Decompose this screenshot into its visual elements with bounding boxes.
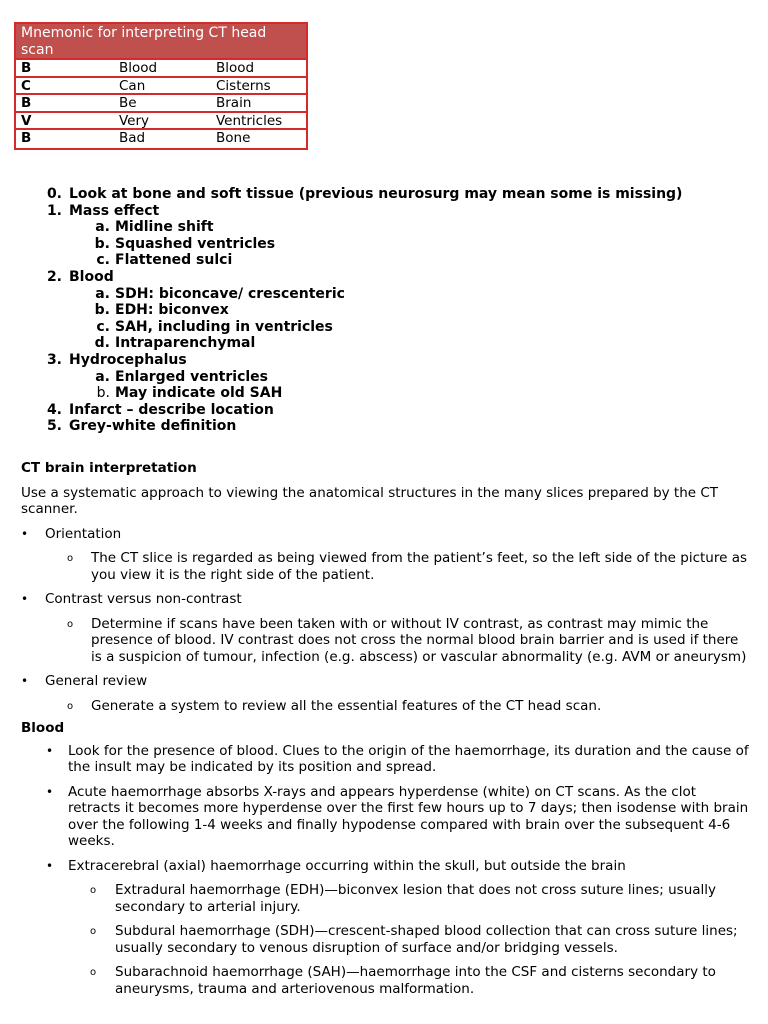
item-number: 2.: [46, 268, 62, 285]
item-text: Blood: [69, 268, 114, 285]
ct-checklist: [0, 186, 768, 435]
bullet-text: Orientation: [45, 525, 122, 542]
bullet-item: [21, 784, 751, 850]
bullet-item: [21, 858, 751, 875]
bullet-item: [21, 673, 751, 690]
sub-bullet-item: [21, 616, 751, 666]
bullet-icon: •: [21, 592, 29, 606]
item-text: Squashed ventricles: [115, 235, 276, 252]
item-number: c.: [96, 318, 110, 335]
checklist-subitem: [0, 252, 768, 269]
bullet-item: [21, 591, 751, 608]
mnemonic-meaning: Blood: [216, 60, 255, 76]
item-text: Hydrocephalus: [69, 351, 187, 368]
mnemonic-row: [16, 130, 306, 148]
bullet-text: Acute haemorrhage absorbs X-rays and appears hyperdense (white) on CT scans. As the clot retracts it becomes more hyperdense over the first few hours up to 7 days; then isodense with brain over the following 1-4 weeks and finally hypodense compared with brain over the subsequent 4-6 weeks.: [68, 783, 749, 849]
mnemonic-meaning: Cisterns: [216, 77, 271, 94]
mnemonic-meaning: Ventricles: [216, 112, 283, 129]
circle-bullet-icon: o: [67, 553, 74, 564]
item-number: b.: [94, 235, 110, 252]
sub-bullet-text: The CT slice is regarded as being viewed from the patient’s feet, so the left side of the picture as you view it is the right side of the patient.: [91, 550, 748, 583]
bullet-text: Extracerebral (axial) haemorrhage occurring within the skull, but outside the brain: [68, 857, 626, 874]
item-number: d.: [94, 335, 110, 352]
checklist-item: [0, 418, 768, 435]
sub-bullet-text: Subarachnoid haemorrhage (SAH)—haemorrhage into the CSF and cisterns secondary to aneurysms, trauma and arteriovenous malformation.: [115, 964, 716, 997]
sub-bullet-text: Subdural haemorrhage (SDH)—crescent-shaped blood collection that can cross suture lines; usually secondary to venous disruption of surface and/or bridging vessels.: [115, 923, 738, 956]
sub-bullet-text: Extradural haemorrhage (EDH)—biconvex lesion that does not cross suture lines; usually secondary to arterial injury.: [115, 882, 717, 915]
mnemonic-word: Very: [119, 112, 150, 129]
item-number: a.: [95, 285, 110, 302]
bullet-icon: •: [21, 526, 29, 541]
item-number: 0.: [46, 186, 62, 202]
sub-bullet-item: [21, 923, 751, 956]
mnemonic-row: [16, 60, 306, 78]
mnemonic-word: Be: [119, 95, 137, 111]
item-number: 5.: [46, 418, 62, 435]
item-text: Mass effect: [69, 202, 160, 219]
item-number: a.: [95, 219, 110, 236]
mnemonic-word: Can: [119, 77, 146, 94]
item-text: Enlarged ventricles: [115, 368, 269, 385]
item-number: b.: [96, 385, 110, 402]
mnemonic-word: Bad: [119, 130, 146, 146]
item-text: Infarct – describe location: [69, 401, 274, 418]
checklist-subitem: [0, 302, 768, 319]
sub-bullet-item: [21, 698, 751, 715]
sub-bullet-item: [21, 882, 751, 915]
mnemonic-letter: V: [21, 112, 32, 129]
circle-bullet-icon: o: [90, 926, 97, 937]
bullet-item: [21, 526, 751, 543]
item-number: 4.: [46, 401, 62, 418]
item-text: Midline shift: [115, 219, 214, 236]
mnemonic-table: [14, 22, 308, 150]
sub-bullet-text: Determine if scans have been taken with or without IV contrast, as contrast may mimic the presence of blood. IV contrast does not cross the normal blood brain barrier and is used if there is a suspicion of tumour, infection (e.g. abscess) or vascular abnormality (e.g. AVM or aneurysm): [91, 615, 747, 665]
bullet-text: Contrast versus non-contrast: [45, 591, 242, 607]
bullet-text: General review: [45, 673, 148, 689]
checklist-subitem: [0, 219, 768, 236]
checklist-item: [0, 186, 768, 203]
mnemonic-meaning: Bone: [216, 130, 251, 146]
mnemonic-title: Mnemonic for interpreting CT head scan: [16, 24, 306, 60]
item-number: b.: [94, 302, 110, 319]
checklist-subitem: [0, 335, 768, 352]
section-heading-ct: CT brain interpretation: [21, 460, 197, 476]
bullet-text: Look for the presence of blood. Clues to the origin of the haemorrhage, its duration and the cause of the insult may be indicated by its position and spread.: [68, 742, 749, 775]
item-text: EDH: biconvex: [115, 302, 229, 319]
checklist-item: [0, 269, 768, 286]
bullet-icon: •: [46, 858, 54, 873]
item-text: Flattened sulci: [115, 252, 233, 269]
mnemonic-letter: B: [21, 130, 32, 146]
checklist-item: [0, 352, 768, 369]
circle-bullet-icon: o: [67, 700, 74, 712]
mnemonic-row: [16, 78, 306, 96]
circle-bullet-icon: o: [90, 885, 97, 896]
checklist-item: [0, 402, 768, 419]
mnemonic-meaning: Brain: [216, 95, 252, 111]
document-body: [21, 460, 751, 997]
checklist-subitem: [0, 369, 768, 386]
circle-bullet-icon: o: [90, 967, 97, 978]
item-text: SDH: biconcave/ crescenteric: [115, 285, 345, 302]
checklist-subitem: [0, 286, 768, 303]
sub-bullet-item: [21, 964, 751, 997]
item-number: c.: [96, 252, 110, 269]
item-number: 1.: [46, 202, 62, 219]
section-heading-blood: Blood: [21, 720, 65, 736]
mnemonic-letter: B: [21, 95, 32, 111]
bullet-icon: •: [46, 784, 54, 799]
item-text: May indicate old SAH: [115, 385, 283, 402]
ct-intro: Use a systematic approach to viewing the anatomical structures in the many slices prepared by the CT scanner.: [21, 484, 719, 517]
item-text: Intraparenchymal: [115, 335, 256, 352]
mnemonic-letter: B: [21, 60, 32, 76]
bullet-icon: •: [21, 674, 29, 688]
item-number: 3.: [46, 351, 62, 368]
bullet-item: [21, 743, 751, 776]
mnemonic-row: [16, 113, 306, 131]
item-text: Look at bone and soft tissue (previous neurosurg may mean some is missing): [69, 186, 683, 202]
item-number: a.: [95, 368, 110, 385]
checklist-subitem: [0, 385, 768, 402]
mnemonic-row: [16, 95, 306, 113]
checklist-subitem: [0, 236, 768, 253]
circle-bullet-icon: o: [67, 618, 74, 630]
checklist-subitem: [0, 319, 768, 336]
mnemonic-letter: C: [21, 77, 31, 94]
sub-bullet-text: Generate a system to review all the essential features of the CT head scan.: [91, 697, 602, 714]
mnemonic-word: Blood: [119, 60, 158, 76]
item-text: SAH, including in ventricles: [115, 318, 333, 335]
item-text: Grey-white definition: [69, 418, 237, 435]
sub-bullet-item: [21, 550, 751, 583]
bullet-icon: •: [46, 743, 54, 758]
checklist-item: [0, 203, 768, 220]
